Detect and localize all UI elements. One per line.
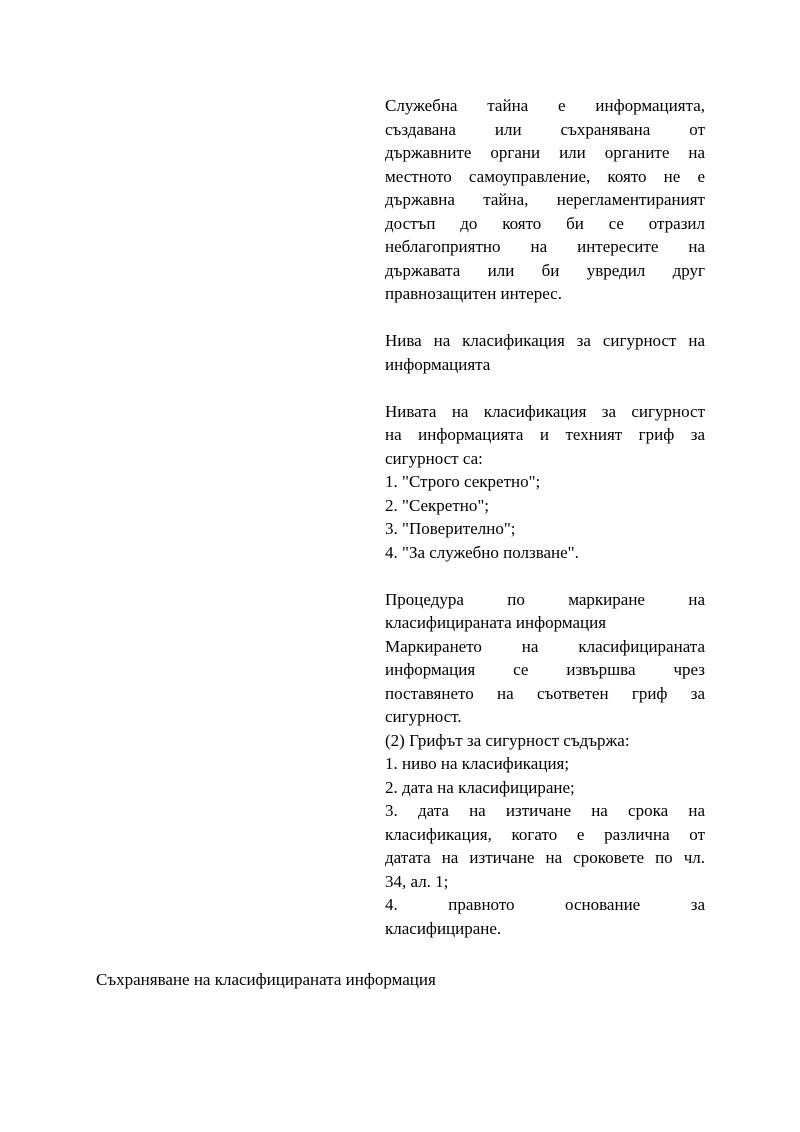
paragraph-line: държавна тайна, нерегламентираният xyxy=(385,190,705,209)
marking-section xyxy=(385,588,705,941)
levels-paragraph xyxy=(385,400,705,565)
paragraph-line: неблагоприятно на интересите на xyxy=(385,237,705,256)
levels-heading xyxy=(385,329,705,376)
paragraph-line: Нивата на класификация за сигурност xyxy=(385,401,705,421)
heading-line: информацията xyxy=(385,354,491,374)
paragraph-line: сигурност. xyxy=(385,707,462,726)
list-item: 4. "За служебно ползване". xyxy=(385,542,579,562)
list-item: 2. дата на класифициране; xyxy=(385,777,575,797)
paragraph-line: държавните органи или органите на xyxy=(385,143,705,162)
paragraph-line: Служебна тайна е информацията, xyxy=(385,96,705,115)
list-item: 3. дата на изтичане на срока на xyxy=(385,801,705,820)
paragraph-line: на информацията и техният гриф за xyxy=(385,425,705,444)
paragraph-line: сигурност са: xyxy=(385,448,483,468)
paragraph-gap xyxy=(385,376,705,400)
paragraph-gap xyxy=(385,306,705,330)
list-item: 1. ниво на класификация; xyxy=(385,754,570,773)
heading-line: Процедура по маркиране на xyxy=(385,589,705,609)
text-column xyxy=(385,94,705,940)
storage-heading: Съхраняване на класифицираната информация xyxy=(96,970,436,989)
heading-line: класифицираната информация xyxy=(385,613,607,632)
list-item: класифициране. xyxy=(385,918,502,938)
list-item: 3. "Поверително"; xyxy=(385,519,516,538)
list-item: датата на изтичане на сроковете по чл. xyxy=(385,848,705,867)
heading-line: Нива на класификация за сигурност на xyxy=(385,331,705,350)
paragraph-line: създавана или съхранявана от xyxy=(385,119,705,139)
list-item: 34, ал. 1; xyxy=(385,871,449,891)
paragraph-line: поставянето на съответен гриф за xyxy=(385,683,705,703)
paragraph-line: Маркирането на класифицираната xyxy=(385,636,705,656)
list-item: класификация, когато е различна от xyxy=(385,824,705,844)
paragraph-line: държавата или би увредил друг xyxy=(385,260,705,280)
paragraph-line: достъп до която би се отразил xyxy=(385,213,705,233)
definition-paragraph xyxy=(385,94,705,306)
list-item: 2. "Секретно"; xyxy=(385,495,490,515)
paragraph-line: информация се извършва чрез xyxy=(385,660,705,679)
paragraph-gap xyxy=(385,564,705,588)
paragraph-line: правнозащитен интерес. xyxy=(385,284,562,303)
list-item: 1. "Строго секретно"; xyxy=(385,472,541,491)
list-item: 4. правното основание за xyxy=(385,895,705,914)
paragraph-line: (2) Грифът за сигурност съдържа: xyxy=(385,730,630,750)
paragraph-line: местното самоуправление, която не е xyxy=(385,166,705,186)
